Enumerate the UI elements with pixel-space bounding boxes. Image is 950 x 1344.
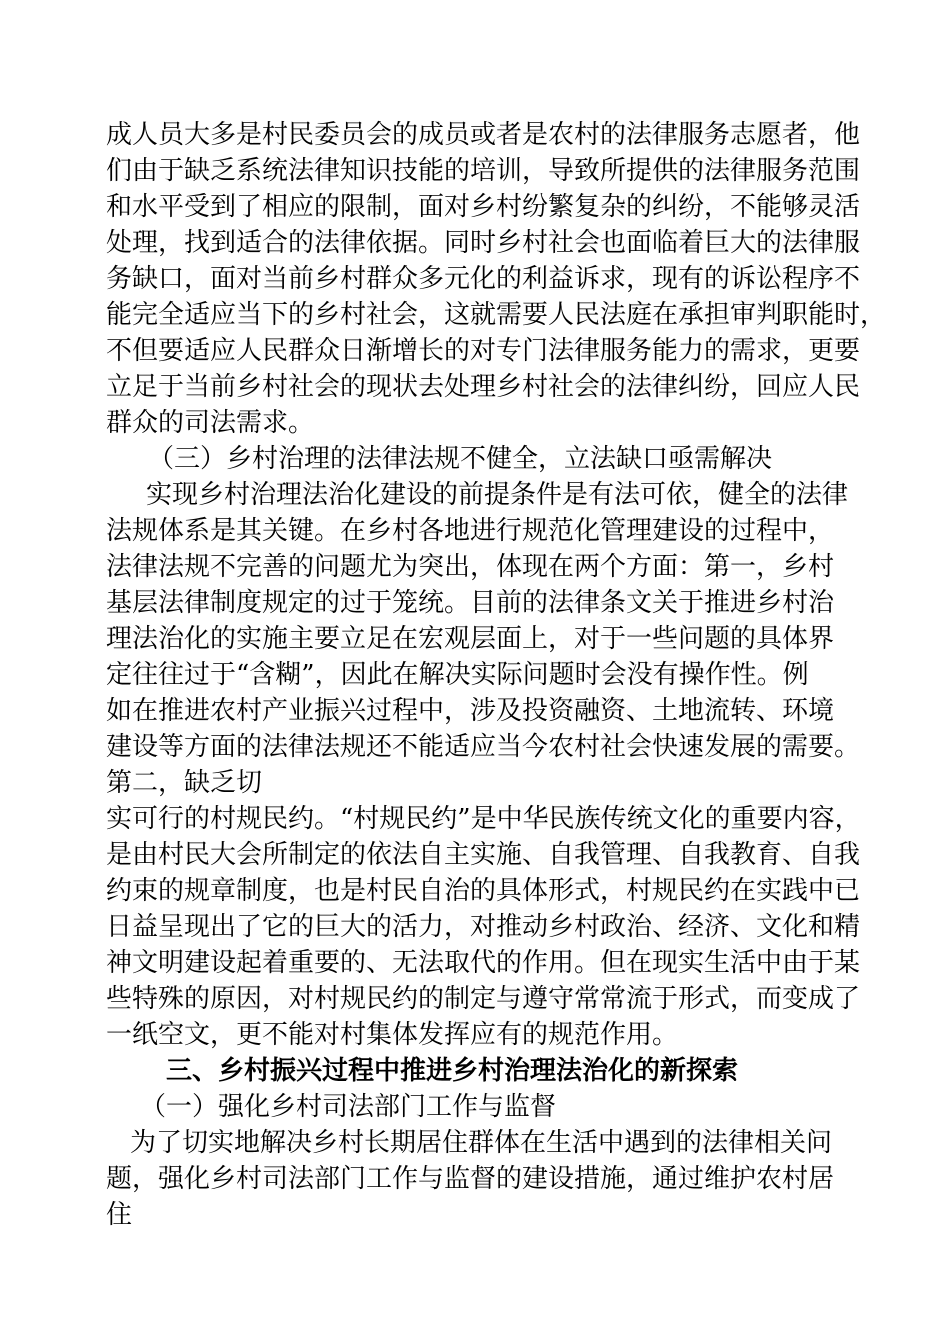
text-line: 住 [106, 1200, 133, 1230]
text-line: 如在推进农村产业振兴过程中，涉及投资融资、土地流转、环境 [106, 696, 835, 726]
text-line: 第二，缺乏切 [106, 768, 263, 798]
text-line: 务缺口，面对当前乡村群众多元化的利益诉求，现有的诉讼程序不 [106, 264, 861, 294]
text-line: 处理，找到适合的法律依据。同时乡村社会也面临着巨大的法律服 [106, 228, 861, 258]
text-line: 约束的规章制度，也是村民自治的具体形式，村规民约在实践中已 [106, 876, 861, 906]
text-line: 基层法律制度规定的过于笼统。目前的法律条文关于推进乡村治 [106, 588, 835, 618]
text-line: 神文明建设起着重要的、无法取代的作用。但在现实生活中由于某 [106, 948, 861, 978]
text-line: 理法治化的实施主要立足在宏观层面上，对于一些问题的具体界 [106, 624, 835, 654]
text-line: 们由于缺乏系统法律知识技能的培训，导致所提供的法律服务范围 [106, 156, 861, 186]
text-line: 日益呈现出了它的巨大的活力，对推动乡村政治、经济、文化和精 [106, 912, 861, 942]
text-line: 为了切实地解决乡村长期居住群体在生活中遇到的法律相关问 [130, 1128, 833, 1158]
text-line: 群众的司法需求。 [106, 408, 315, 438]
text-line: 成人员大多是村民委员会的成员或者是农村的法律服务志愿者，他 [106, 120, 861, 150]
text-line: 定往往过于“含糊”，因此在解决实际问题时会没有操作性。例 [106, 660, 809, 690]
text-line: 建设等方面的法律法规还不能适应当今农村社会快速发展的需要。 [106, 732, 861, 762]
text-line: 一纸空文，更不能对村集体发挥应有的规范作用。 [106, 1020, 679, 1050]
text-line: 实可行的村规民约。“村规民约”是中华民族传统文化的重要内容， [106, 804, 861, 834]
text-line: 法规体系是其关键。在乡村各地进行规范化管理建设的过程中， [106, 516, 835, 546]
text-line: 法律法规不完善的问题尤为突出，体现在两个方面：第一，乡村 [106, 552, 835, 582]
chapter-heading: 三、乡村振兴过程中推进乡村治理法治化的新探索 [166, 1056, 739, 1086]
section-heading: （三）乡村治理的法律法规不健全，立法缺口亟需解决 [148, 444, 773, 474]
text-line: 立足于当前乡村社会的现状去处理乡村社会的法律纠纷，回应人民 [106, 372, 861, 402]
text-line: 能完全适应当下的乡村社会，这就需要人民法庭在承担审判职能时， [106, 300, 887, 330]
text-line: 不但要适应人民群众日渐增长的对专门法律服务能力的需求，更要 [106, 336, 861, 366]
text-line: 和水平受到了相应的限制，面对乡村纷繁复杂的纠纷，不能够灵活 [106, 192, 861, 222]
text-line: 些特殊的原因，对村规民约的制定与遵守常常流于形式，而变成了 [106, 984, 861, 1014]
section-heading: （一）强化乡村司法部门工作与监督 [140, 1092, 557, 1122]
text-line: 是由村民大会所制定的依法自主实施、自我管理、自我教育、自我 [106, 840, 861, 870]
text-line: 实现乡村治理法治化建设的前提条件是有法可依，健全的法律 [146, 480, 849, 510]
text-line: 题，强化乡村司法部门工作与监督的建设措施，通过维护农村居 [106, 1164, 835, 1194]
